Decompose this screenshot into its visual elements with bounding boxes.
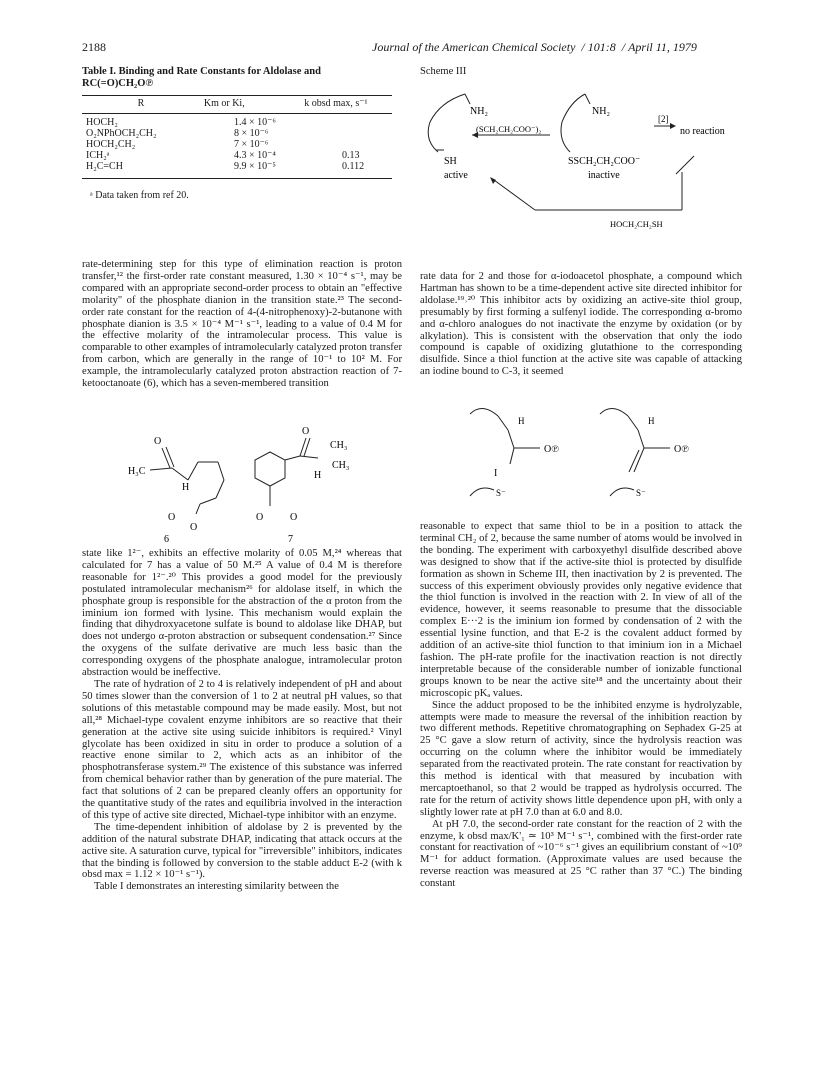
h-mech-b: H	[648, 416, 655, 426]
s-minus-mech-b: S⁻	[636, 488, 646, 498]
sh-label: SH	[444, 156, 457, 167]
paragraph: At pH 7.0, the second-order rate constant for the reaction of 2 with the enzyme, k obsd max/K'₁ ≃ 10³ M⁻¹ s⁻¹, combined with the first-order rate constant for reactivation of ~10⁻⁶ s⁻¹ gives an equilibrium constant of ~10⁹ M⁻¹ for adduct formation. (Approximate values are used because the reverse reaction was measured at 25 °C rather than 37 °C.) The binding constant	[420, 818, 742, 890]
ch3-7b: CH₃	[332, 460, 350, 471]
paragraph: The rate of hydration of 2 to 4 is relatively independent of pH and about 50 times slower than the conversion of 1 to 2 at neutral pH values, so that solutions of this metastable compound may be made easily. Most, but not all,²⁸ Michael-type covalent enzyme inhibitors are so reactive that their generation at the active site using suicide inhibitors is required.² Vinyl glycolate has been oxidized in situ in order to produce a solution of a reactive enone similar to 2, which acts as an inhibitor of the phosphotransferase system.²⁹ The existence of this substance was inferred from chemical behavior rather than by generation of the pure material. The fact that solutions of 2 can be prepared cleanly offers an opportunity for the quantitative study of the rates and equilibria involved in the interaction of this type of active site directed, Michael-type inhibitor with an enzyme.	[82, 678, 402, 821]
table-row	[82, 139, 392, 150]
paragraph: Since the adduct proposed to be the inhibited enzyme is hydrolyzable, attempts were made to measure the reversal of the inhibition reaction by two different methods. Repetitive chromatographing on Sephadex G-25 at 25 °C gave a slow return of activity, since the hydrolysis reaction was occurring on the column where the inhibitor would be immediately separated from the reactivated protein. The rate constant for reactivation by this method is identical with that measured by incubation with mercaptoethanol, so that 2 would be trapped as hydrolysis occurred. The rate for the return of activity shows little dependence upon pH, with only a slightly lower rate at pH 7.0 than at 6.0 and 8.0.	[420, 699, 742, 818]
table-cell: 9.9 × 10⁻⁵	[234, 161, 276, 172]
table-cell	[338, 117, 392, 128]
table-cell: 7 × 10⁻⁶	[234, 139, 269, 150]
structures-6-7	[120, 420, 400, 550]
table-row	[82, 128, 392, 139]
paragraph: reasonable to expect that same thiol to be in a position to attack the terminal CH₂ of 2, because the same number of atoms would be involved in the bonding. The experiment with carboxyethyl disulfide described above was designed to show that if the active-site thiol is protected by disulfide formation as shown in Scheme III, then inactivation by 2 is prevented. The success of this experiment obviously provides only negative evidence that the thiol function is involved in the reaction with 2. In view of all of the evidence, however, it seems reasonable to presume that the dissociable complex E···2 is the iminium ion formed by condensation of 2 with the essential lysine function, and that E-2 is the covalent adduct formed by addition of an active-site thiol function to that iminium ion in a Michael fashion. The pH-rate profile for the inactivation reaction is not directly interpretable because of the considerable number of ionizable functional groups known to be near the active site¹⁸ and the uncertainty about their microscopic pKₐ values.	[420, 521, 742, 699]
paragraph: rate-determining step for this type of elimination reaction is proton transfer,¹² the first-order rate constant measured, 1.30 × 10⁻⁴ s⁻¹, may be compared with an appropriate second-order process to obtain an "effective molarity" of the phosphate dianion in the transition state.²³ The second-order rate constant for the reaction of 4-(4-nitrophenoxy)-2-butanone with phosphate dianion is 3.5 × 10⁻⁴ M⁻¹ s⁻¹, leading to a value of 0.4 M for the effective molarity of the intramolecular process. This value is comparable to other examples of intramolecularly catalyzed proton transfer from carbon, which are generally in the range of 10⁻¹ to 10² M. For example, the intramolecularly catalyzed proton abstraction reaction of 7-ketooctanoate (6), which has a seven-membered transition	[82, 259, 402, 390]
left-column-top	[82, 259, 402, 390]
oxygen-6: O	[154, 436, 162, 447]
h-6: H	[182, 482, 190, 493]
table-cell: HOCH₂	[86, 117, 118, 128]
journal-date: April 11, 1979	[628, 40, 697, 54]
active-label: active	[444, 170, 468, 181]
table-cell: 4.3 × 10⁻⁴	[234, 150, 276, 161]
s-minus-mech-a: S⁻	[496, 488, 506, 498]
inactive-label: inactive	[588, 170, 620, 181]
h3c-6: H₃C	[128, 466, 146, 477]
table-1	[82, 98, 392, 109]
table-row	[82, 161, 392, 172]
ssch-label: SSCH₂CH₂COO⁻	[568, 156, 641, 167]
o-7: O	[302, 426, 310, 437]
table-row	[82, 150, 392, 161]
table-cell: 8 × 10⁻⁶	[234, 128, 269, 139]
table-cell: H₂C=CH	[86, 161, 123, 172]
table-header-km: Km or Ki,	[203, 98, 245, 109]
table-header-kobsd: k obsd max, s⁻¹	[304, 98, 368, 109]
h-mech-a: H	[518, 416, 525, 426]
paragraph: The time-dependent inhibition of aldolase by 2 is prevented by the addition of the natural substrate DHAP, indicating that attack occurs at the active site. A saturation curve, typical for "irreversible" inhibitors, indicates that the binding is followed by conversion to the stable adduct E-2 (with k obsd max = 1.12 × 10⁻¹ s⁻¹).	[82, 821, 402, 881]
journal-name: Journal of the American Chemical Society	[372, 40, 576, 54]
page-number: 2188	[82, 40, 106, 54]
paragraph: state like 1²⁻, exhibits an effective molarity of 0.05 M,²⁴ whereas that calculated for 7 has a value of 50 M.²⁵ A value of 0.4 M is therefore reasonable for 1²⁻.²⁰ This provides a good model for the previously postulated intramolecular mechanism²⁶ for aldolase itself, in which the phosphate group is responsible for the abstraction of the α proton from the iminium ion formed with lysine. This mechanism would explain the finding that dihydroxyacetone sulfate is bound to aldolase like DHAP, but does not undergo α-proton abstraction or subsequent condensation.²⁷ Since the oxygens of the sulfate derivative are much less basic than the corresponding oxygens of the phosphate analogue, intramolecular proton abstraction would be ineffective.	[82, 548, 402, 679]
paragraph: Table I demonstrates an interesting similarity between the	[94, 881, 339, 893]
h-7: H	[314, 470, 322, 481]
table-cell: HOCH₂CH₂	[86, 139, 136, 150]
o-7b: O	[256, 512, 264, 523]
table-mid-rule	[82, 113, 392, 114]
nh2-right-label: NH₂	[592, 106, 610, 117]
journal-issue: 101:8	[587, 40, 616, 54]
table-cell: 0.13	[342, 150, 360, 161]
paragraph: rate data for 2 and those for α-iodoacetol phosphate, a compound which Hartman has shown to be a time-dependent active site directed inhibitor for aldolase.¹⁹˒²⁰ This inhibitor acts by oxidizing an active-site thiol group, presumably by first forming a sulfenyl iodide. The corresponding α-bromo and α-chloro analogues do not inactivate the enzyme by oxidation (or by alkylation). This is consistent with the observation that only the iodo compound is capable of oxidizing glutathione to the corresponding disulfide. Since a thiol function at the active site was capable of attacking an iodine bound to C-3, it seemed	[420, 271, 742, 378]
reagent-disulfide-label: (SCH₂CH₂COO⁻)₂	[476, 124, 542, 134]
table-cell: ICH₂ᵃ	[86, 150, 110, 161]
scheme-title: Scheme III	[420, 66, 467, 77]
table-bottom-rule	[82, 178, 392, 179]
scheme-iii-diagram	[410, 82, 750, 252]
table-header-row	[82, 98, 392, 109]
o-minus-6: O	[168, 512, 176, 523]
op-mech-a: O℗	[544, 444, 559, 455]
ch3-7a: CH₃	[330, 440, 348, 451]
table-cell	[338, 128, 392, 139]
label-7: 7	[288, 534, 293, 545]
table-cell	[338, 139, 392, 150]
mercaptoethanol-label: HOCH₂CH₂SH	[610, 219, 663, 229]
o-minus-7: O	[290, 512, 298, 523]
table-row	[82, 117, 392, 128]
table-top-rule	[82, 95, 392, 96]
right-column-bottom	[420, 521, 742, 890]
table-cell: O₂NPhOCH₂CH₂	[86, 128, 157, 139]
no-reaction-label: no reaction	[680, 126, 725, 137]
right-column-top	[420, 271, 742, 378]
table-footnote: ᵃ Data taken from ref 20.	[90, 190, 189, 201]
table-title: Table I. Binding and Rate Constants for Aldolase and RC(=O)CH₂O℗	[82, 66, 321, 89]
nh2-left-label: NH₂	[470, 106, 488, 117]
table-cell: 1.4 × 10⁻⁶	[234, 117, 276, 128]
op-mech-b: O℗	[674, 444, 689, 455]
table-cell: 0.112	[342, 161, 365, 172]
iodine-mech: I	[494, 468, 498, 479]
mechanism-structures	[460, 400, 720, 510]
left-column-bottom	[82, 548, 402, 893]
label-6: 6	[164, 534, 169, 545]
reagent-2-label: [2]	[658, 114, 669, 124]
table-body	[82, 117, 392, 172]
table-header-r: R	[137, 98, 145, 109]
o-6b: O	[190, 522, 198, 533]
running-header: Journal of the American Chemical Society / 101:8 / April 11, 1979	[372, 40, 697, 54]
